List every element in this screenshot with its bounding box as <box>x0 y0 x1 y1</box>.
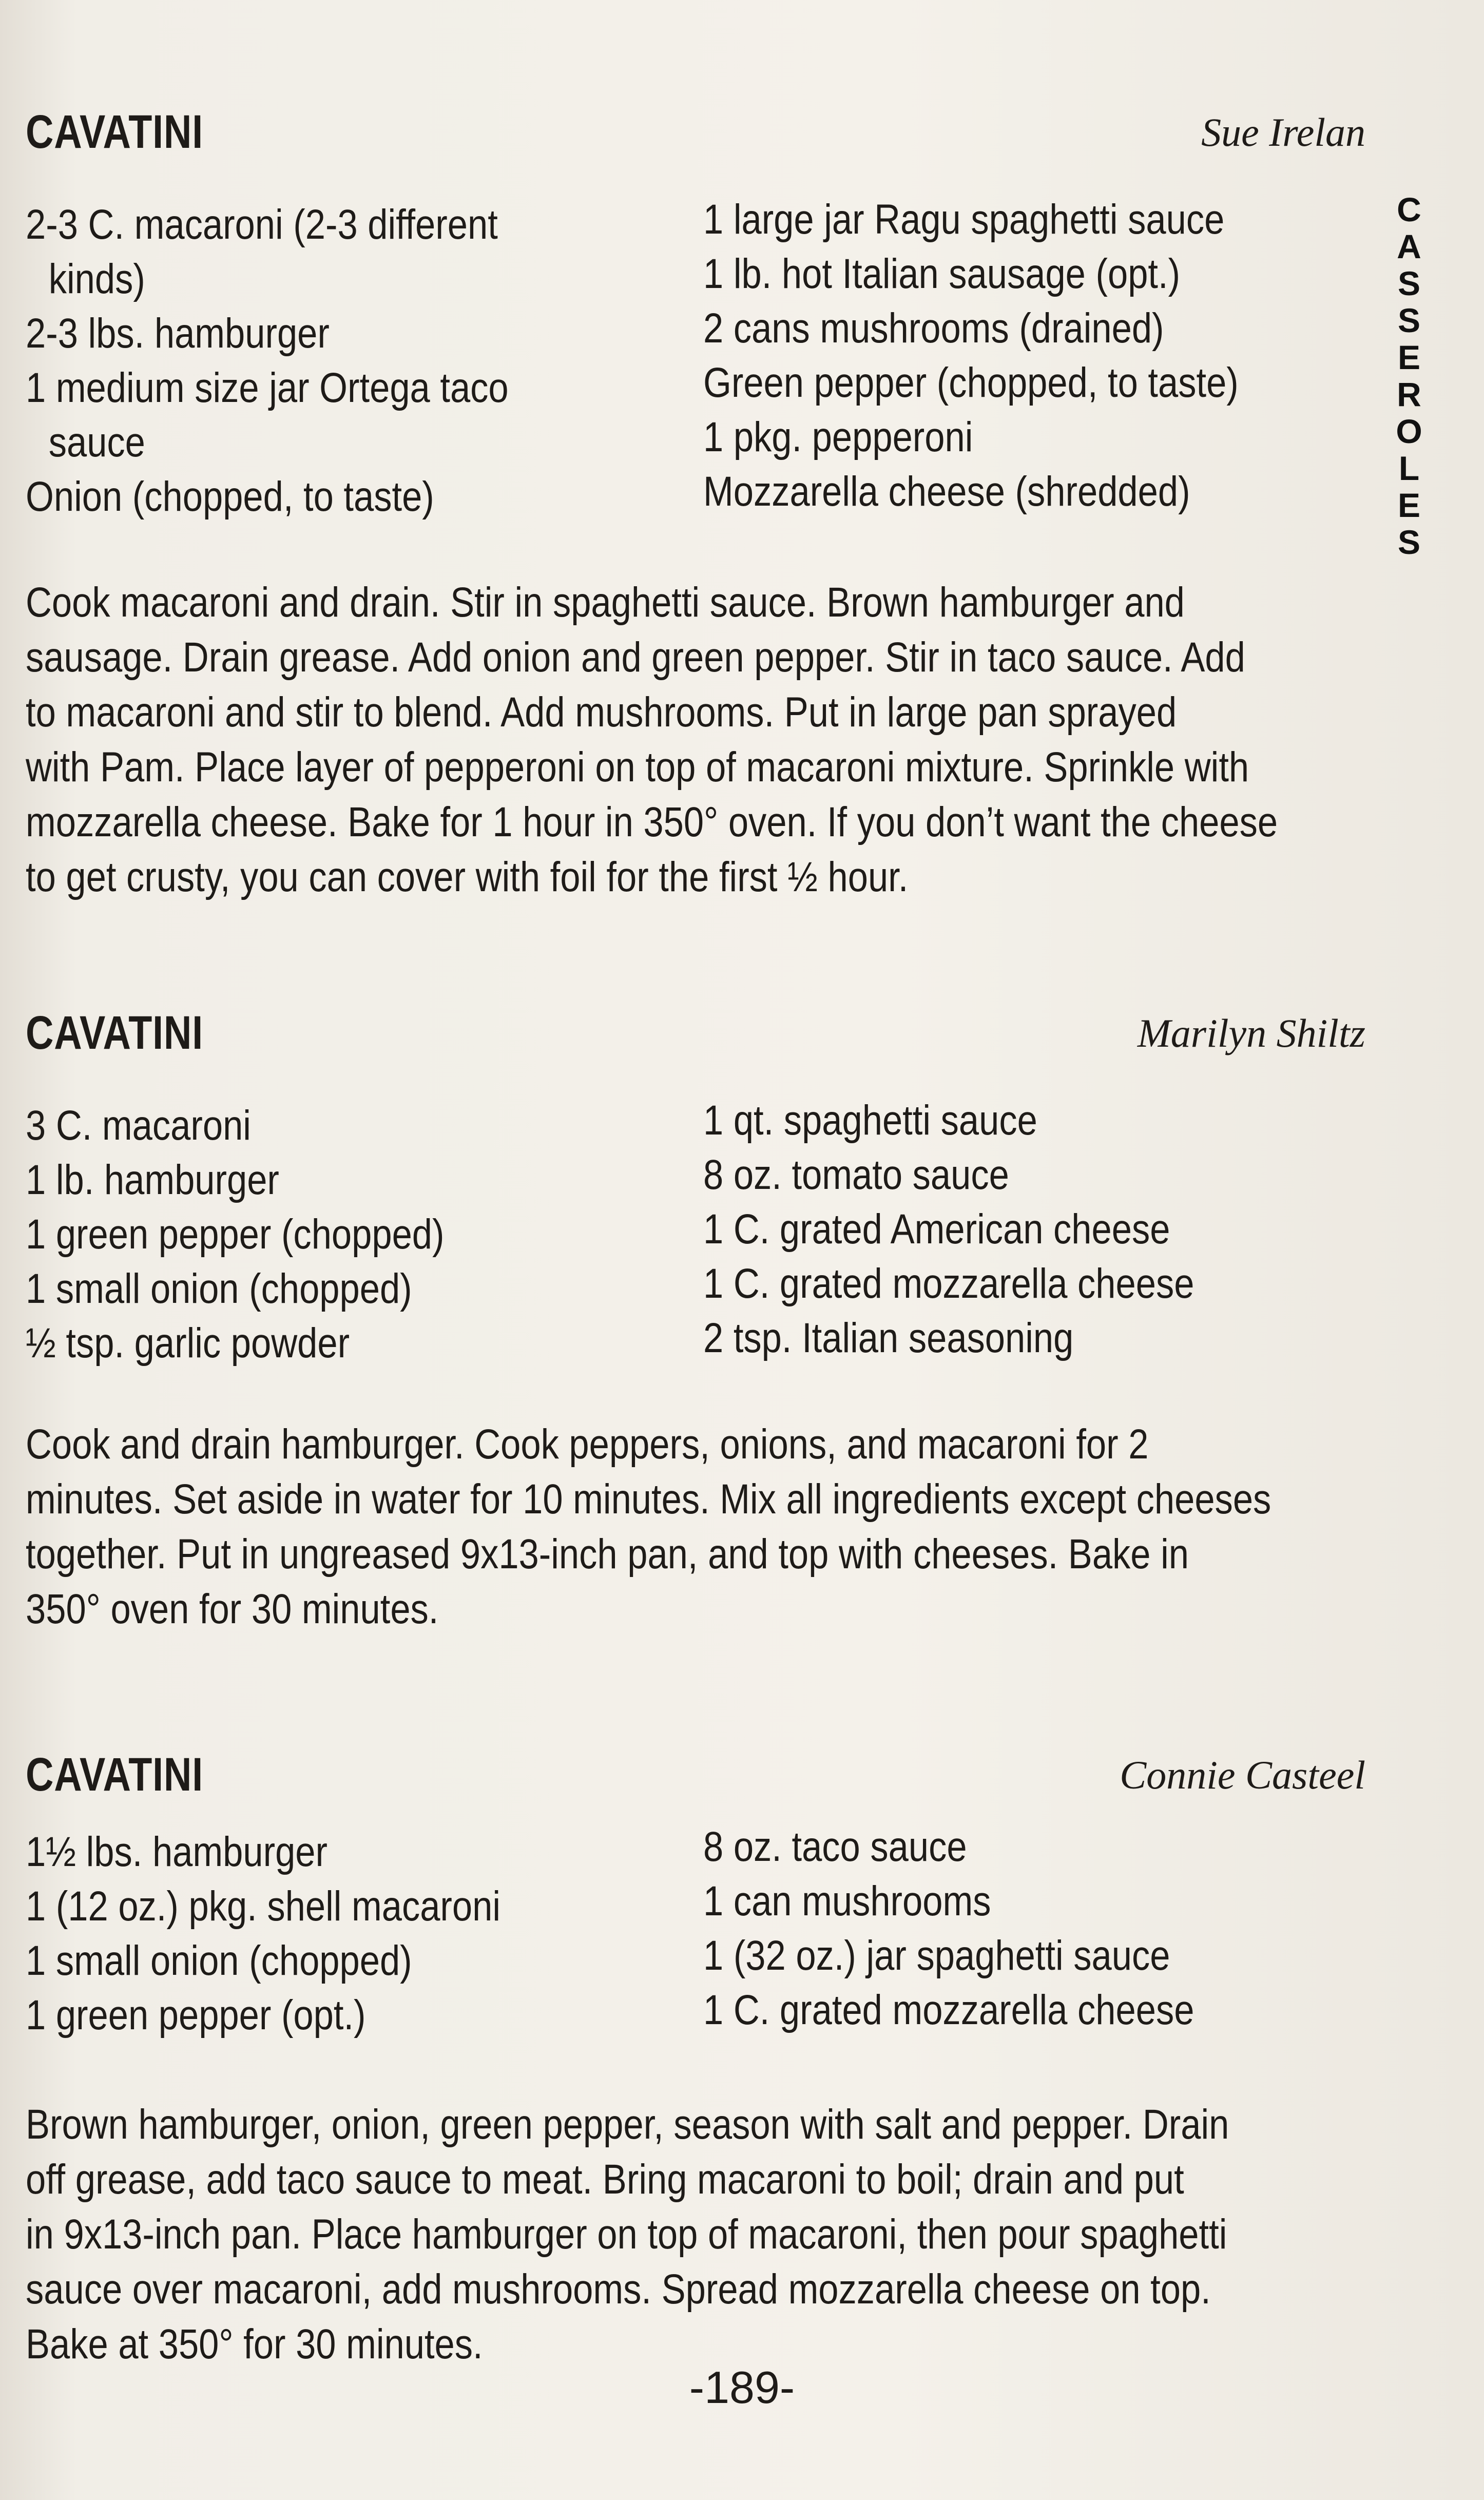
ingredient: 1 lb. hot Italian sausage (opt.) <box>703 251 1181 297</box>
ingredients-right-column <box>703 193 1371 519</box>
instruction-line: Cook macaroni and drain. Stir in spaghetti sauce. Brown hamburger and <box>26 579 1185 626</box>
recipe-instructions <box>26 1417 1363 1637</box>
ingredient: 1 pkg. pepperoni <box>703 414 973 460</box>
ingredient: sauce <box>48 419 145 466</box>
instruction-line: off grease, add taco sauce to meat. Bring macaroni to boil; drain and put <box>26 2156 1184 2203</box>
tab-letter: S <box>1397 523 1421 561</box>
ingredient: 1 (32 oz.) jar spaghetti sauce <box>703 1932 1170 1979</box>
instruction-line: 350° oven for 30 minutes. <box>26 1586 439 1632</box>
ingredient: Green pepper (chopped, to taste) <box>703 359 1239 406</box>
ingredient: 1 green pepper (chopped) <box>26 1211 445 1258</box>
instruction-line: in 9x13-inch pan. Place hamburger on top of macaroni, then pour spaghetti <box>26 2211 1227 2258</box>
instruction-line: Bake at 350° for 30 minutes. <box>26 2321 483 2368</box>
ingredient: 2-3 lbs. hamburger <box>26 310 330 357</box>
tab-letter: A <box>1397 227 1421 265</box>
instruction-line: to macaroni and stir to blend. Add mushrooms. Put in large pan sprayed <box>26 689 1177 736</box>
tab-letter: O <box>1396 412 1422 450</box>
ingredients-right-column <box>703 1820 1371 2037</box>
recipe-1 <box>26 105 1365 900</box>
ingredient: 1 green pepper (opt.) <box>26 1992 366 2039</box>
ingredient-list <box>26 198 1365 526</box>
ingredient: ½ tsp. garlic powder <box>26 1320 350 1367</box>
recipe-title: CAVATINI <box>26 1748 204 1801</box>
ingredient: Onion (chopped, to taste) <box>26 473 434 520</box>
recipe-header <box>26 1006 1365 1073</box>
instruction-line: mozzarella cheese. Bake for 1 hour in 350° oven. If you don’t want the cheese <box>26 799 1278 845</box>
page-number: -189- <box>689 2362 795 2413</box>
ingredient: kinds) <box>48 256 145 302</box>
instruction-line: together. Put in ungreased 9x13-inch pan, and top with cheeses. Bake in <box>26 1531 1189 1578</box>
recipe-author: Marilyn Shiltz <box>1137 1011 1365 1055</box>
instruction-line: sauce over macaroni, add mushrooms. Spread mozzarella cheese on top. <box>26 2266 1211 2313</box>
ingredient: 1 qt. spaghetti sauce <box>703 1097 1037 1144</box>
instruction-line: with Pam. Place layer of pepperoni on top of macaroni mixture. Sprinkle with <box>26 744 1249 791</box>
ingredient: 1 can mushrooms <box>703 1878 991 1925</box>
recipe-3 <box>26 1748 1365 2368</box>
ingredient: 2 cans mushrooms (drained) <box>703 305 1164 352</box>
tab-letter: S <box>1397 264 1421 302</box>
ingredients-left-column <box>26 1825 703 2043</box>
ingredient: 1 lb. hamburger <box>26 1157 279 1203</box>
ingredients-left-column <box>26 1099 703 1371</box>
recipe-header <box>26 105 1365 172</box>
ingredient: 8 oz. tomato sauce <box>703 1151 1009 1198</box>
ingredient: 2 tsp. Italian seasoning <box>703 1315 1074 1361</box>
recipe-title: CAVATINI <box>26 106 204 158</box>
ingredient: 8 oz. taco sauce <box>703 1823 967 1870</box>
ingredient: 1 C. grated mozzarella cheese <box>703 1987 1194 2033</box>
instruction-line: minutes. Set aside in water for 10 minutes. Mix all ingredients except cheeses <box>26 1476 1271 1523</box>
ingredient: 1½ lbs. hamburger <box>26 1829 327 1875</box>
ingredients-left-column <box>26 198 703 524</box>
ingredient: 1 (12 oz.) pkg. shell macaroni <box>26 1883 501 1930</box>
tab-letter: R <box>1397 375 1421 413</box>
recipe-instructions <box>26 575 1363 905</box>
ingredient: 1 large jar Ragu spaghetti sauce <box>703 196 1225 243</box>
ingredient: 1 medium size jar Ortega taco <box>26 364 509 411</box>
ingredient-list <box>26 1825 1365 2051</box>
tab-letter: E <box>1397 486 1421 524</box>
ingredient: 1 small onion (chopped) <box>26 1265 412 1312</box>
recipe-author: Sue Irelan <box>1201 110 1365 155</box>
ingredient: 1 small onion (chopped) <box>26 1937 412 1984</box>
instruction-line: Brown hamburger, onion, green pepper, season with salt and pepper. Drain <box>26 2101 1229 2148</box>
ingredients-right-column <box>703 1093 1371 1366</box>
section-tab-casseroles <box>1386 191 1432 561</box>
ingredient-list <box>26 1099 1365 1376</box>
tab-letter: L <box>1398 449 1420 487</box>
recipe-2 <box>26 1006 1365 1632</box>
recipe-header <box>26 1748 1365 1815</box>
recipe-instructions <box>26 2097 1363 2372</box>
recipe-title: CAVATINI <box>26 1007 204 1059</box>
tab-letter: C <box>1397 190 1421 228</box>
instruction-line: Cook and drain hamburger. Cook peppers, onions, and macaroni for 2 <box>26 1421 1149 1468</box>
ingredient: 2-3 C. macaroni (2-3 different <box>26 201 498 248</box>
recipe-author: Connie Casteel <box>1120 1753 1365 1797</box>
instruction-line: to get crusty, you can cover with foil for the first ½ hour. <box>26 854 909 900</box>
ingredient: 3 C. macaroni <box>26 1102 251 1149</box>
ingredient: 1 C. grated American cheese <box>703 1206 1170 1253</box>
tab-letter: E <box>1397 338 1421 376</box>
ingredient: 1 C. grated mozzarella cheese <box>703 1260 1194 1307</box>
ingredient: Mozzarella cheese (shredded) <box>703 468 1190 515</box>
tab-letter: S <box>1397 301 1421 339</box>
instruction-line: sausage. Drain grease. Add onion and green pepper. Stir in taco sauce. Add <box>26 634 1245 681</box>
